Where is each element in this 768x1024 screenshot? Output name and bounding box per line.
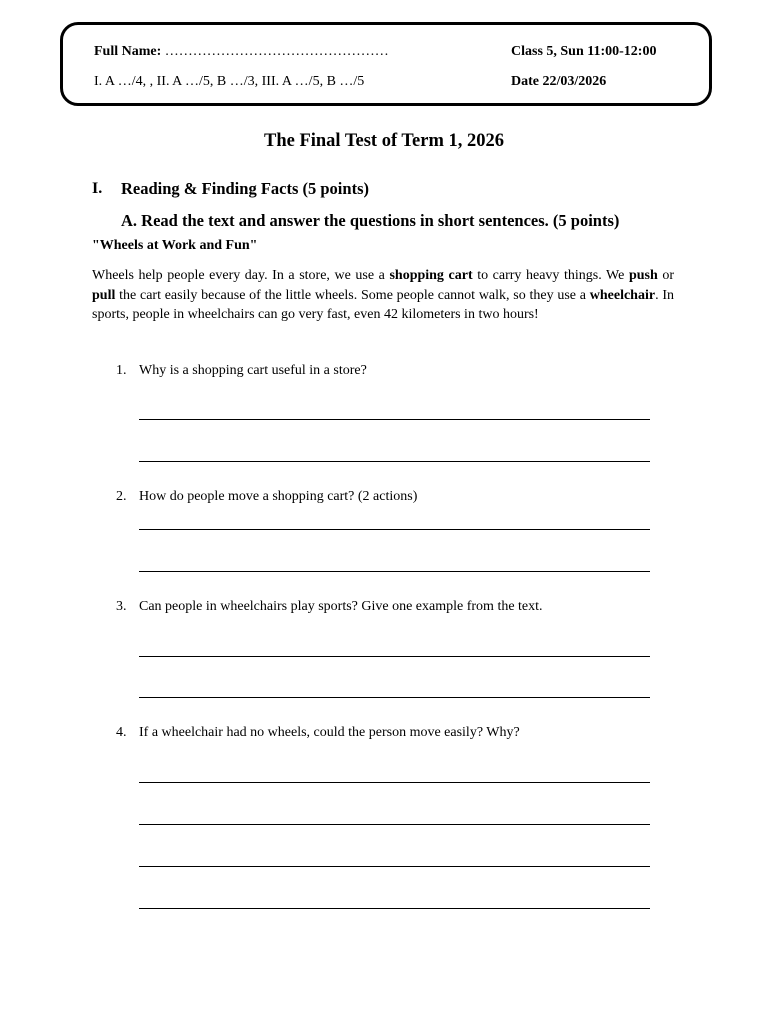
question-1 [116,363,367,379]
question-number: 1. [116,363,127,378]
passage-text: Wheels help people every day. In a store, we use a [92,268,390,283]
answer-line[interactable] [139,908,650,909]
story-title: "Wheels at Work and Fun" [92,238,258,253]
answer-line[interactable] [139,782,650,783]
question-2 [116,489,417,505]
question-text: How do people move a shopping cart? (2 actions) [139,489,418,504]
answer-line[interactable] [139,866,650,867]
question-text: Can people in wheelchairs play sports? Give one example from the text. [139,599,543,614]
full-name-label: Full Name: [94,44,162,59]
section-number: I. [92,180,103,197]
section-title: Reading & Finding Facts (5 points) [121,179,369,198]
passage-text: . In sports, people in wheelchairs can go very fast, even 42 kilometers in two hours! [92,287,674,323]
keyword-wheelchair: wheelchair [589,287,656,303]
answer-line[interactable] [139,571,650,572]
question-number: 4. [116,725,127,740]
answer-line[interactable] [139,824,650,825]
question-number: 2. [116,489,127,504]
reading-passage [92,266,674,325]
question-3 [116,599,543,615]
answer-line[interactable] [139,697,650,698]
question-text: Why is a shopping cart useful in a store? [139,363,367,378]
passage-text: the cart easily because of the little wheels. Some people cannot walk, so they use a [115,287,590,303]
keyword-pull: pull [92,287,116,303]
question-text: If a wheelchair had no wheels, could the person move easily? Why? [139,725,520,740]
question-4 [116,725,520,741]
answer-line[interactable] [139,461,650,462]
part-a-instructions: A. Read the text and answer the questions in short sentences. (5 points) [121,211,620,230]
answer-line[interactable] [139,529,650,530]
full-name-blank[interactable]: ………………………………………… [164,44,389,59]
passage-text: or [657,268,674,283]
score-summary: I. A …/4, , II. A …/5, B …/3, III. A …/5, B …/5 [94,74,365,89]
student-info-box [60,22,712,106]
keyword-push: push [628,268,658,283]
keyword-shopping-cart: shopping cart [389,268,473,283]
answer-line[interactable] [139,419,650,420]
page-title: The Final Test of Term 1, 2026 [263,131,504,151]
answer-line[interactable] [139,656,650,657]
passage-text: to carry heavy things. We [472,268,629,283]
full-name-row [94,44,389,60]
test-date: Date 22/03/2026 [511,74,607,89]
class-info: Class 5, Sun 11:00-12:00 [511,44,657,59]
question-number: 3. [116,599,127,614]
